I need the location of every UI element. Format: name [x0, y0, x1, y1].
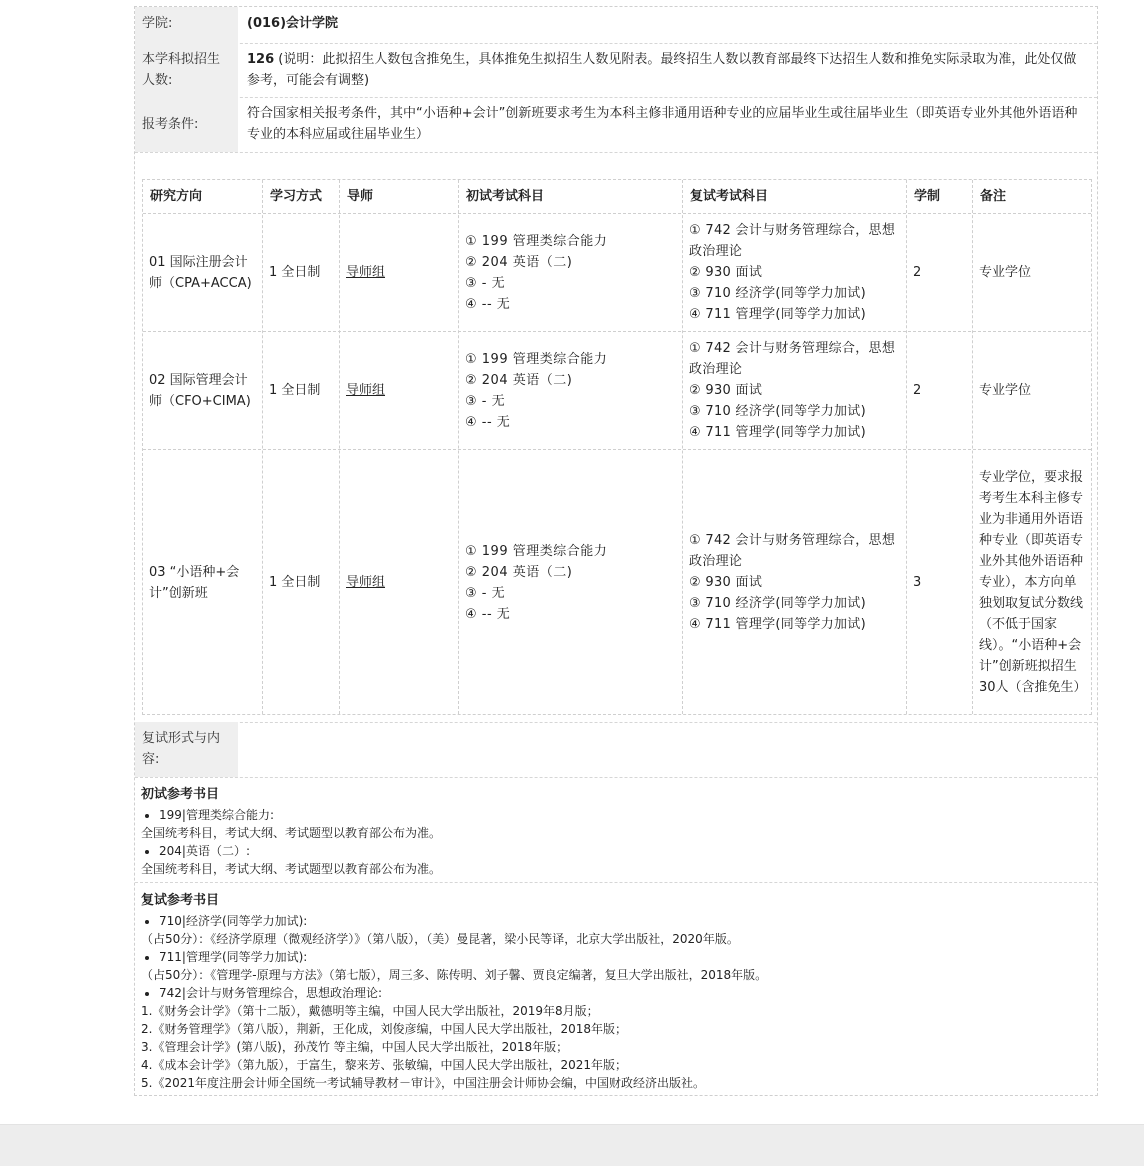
- prelim-subject: ② 204 英语（二): [465, 254, 573, 270]
- retest-book-line: 5.《2021年度注册会计师全国统一考试辅导教材－审计》，中国注册会计师协会编，中国财政经济出版社。: [141, 1076, 705, 1090]
- row1-direction-cell: [143, 214, 262, 331]
- prelim-subject: ③ - 无: [465, 585, 506, 601]
- row1-note-cell: [973, 214, 1092, 331]
- header-direction: 研究方向: [150, 189, 203, 204]
- advisor-group-link[interactable]: 导师组: [346, 265, 386, 280]
- row2-prelim-cell: [459, 332, 682, 449]
- row3-retest-cell: [683, 450, 906, 715]
- retest-subject: ② 930 面试: [689, 383, 763, 398]
- row3-mode-cell: [263, 450, 339, 715]
- retest-subject: ② 930 面试: [689, 575, 763, 590]
- conditions-row: [135, 97, 1097, 153]
- retest-books-title: 复试参考书目: [141, 893, 220, 908]
- prelim-books-title: 初试参考书目: [141, 787, 220, 802]
- retest-book-item-head: • 711|管理学(同等学力加试):: [159, 948, 1091, 966]
- row2-years-cell: [907, 332, 972, 449]
- retest-book-line: 3.《管理会计学》(第八版)，孙茂竹 等主编，中国人民大学出版社，2018年版；: [141, 1040, 569, 1054]
- row1-mode-cell: [263, 214, 339, 331]
- prelim-book-item-body: 全国统考科目，考试大纲、考试题型以教育部公布为准。: [141, 826, 442, 840]
- row2-advisor-cell: [340, 332, 458, 449]
- prelim-subject: ① 199 管理类综合能力: [465, 351, 608, 367]
- row1-years-cell: [907, 214, 972, 331]
- row2-note: 专业学位: [979, 383, 1032, 398]
- retest-book-item-head: • 710|经济学(同等学力加试):: [159, 912, 1091, 930]
- prelim-subject: ④ -- 无: [465, 296, 511, 312]
- retest-books-section: [135, 884, 1097, 1094]
- quota-label: 本学科拟招生人数:: [135, 43, 238, 97]
- header-advisor: 导师: [347, 189, 374, 204]
- row3-advisor-cell: [340, 450, 458, 715]
- row3-years: 3: [913, 575, 922, 590]
- advisor-group-link[interactable]: 导师组: [346, 383, 386, 398]
- prelim-subject: ① 199 管理类综合能力: [465, 233, 608, 249]
- dept-value: (016)会计学院: [247, 16, 339, 31]
- retest-subject: ① 742 会计与财务管理综合，思想政治理论: [689, 341, 896, 377]
- retest-book-item-head: • 742|会计与财务管理综合，思想政治理论:: [159, 984, 1091, 1002]
- dept-label: 学院:: [135, 7, 238, 43]
- prelim-book-item-head: • 204|英语（二）:: [159, 842, 1091, 860]
- row3-prelim-cell: [459, 450, 682, 715]
- retest-subject: ④ 711 管理学(同等学力加试): [689, 425, 866, 440]
- row2-years: 2: [913, 383, 922, 398]
- quota-value: [239, 43, 1097, 97]
- quota-note: (说明：此拟招生人数包含推免生，具体推免生拟招生人数见附表。最终招生人数以教育部最终下达招生人数和推免实际录取为准，此处仅做参考，可能会有调整): [247, 52, 1077, 88]
- advisor-group-link[interactable]: 导师组: [346, 575, 386, 590]
- prelim-subject: ② 204 英语（二): [465, 372, 573, 388]
- header-note: 备注: [980, 189, 1007, 204]
- quota-row: [135, 43, 1097, 98]
- row2-mode: 1 全日制: [269, 383, 321, 398]
- quota-number: 126: [247, 52, 275, 67]
- retest-form-label: 复试形式与内容:: [135, 722, 238, 777]
- retest-book-line: 4.《成本会计学》（第九版），于富生，黎来芳、张敏编，中国人民大学出版社，2021年版；: [141, 1058, 627, 1072]
- retest-book-line: （占50分）：《经济学原理（微观经济学）》（第八版），（美）曼昆著，梁小民等译，北京大学出版社，2020年版。: [141, 932, 739, 946]
- row2-retest-cell: [683, 332, 906, 449]
- row2-direction-cell: [143, 332, 262, 449]
- header-mode: 学习方式: [270, 189, 323, 204]
- row1-note: 专业学位: [979, 265, 1032, 280]
- row3-mode: 1 全日制: [269, 575, 321, 590]
- prelim-books-section: [135, 778, 1097, 883]
- row1-years: 2: [913, 265, 922, 280]
- page-footer-bar: [0, 1124, 1144, 1166]
- row3-note: 专业学位，要求报考考生本科主修专业为非通用外语语种专业（即英语专业外其他外语语种专业），本方向单独划取复试分数线（不低于国家线）。“小语种+会计”创新班拟招生30人（含推免生）: [979, 470, 1087, 695]
- retest-subject: ③ 710 经济学(同等学力加试): [689, 404, 866, 419]
- row1-retest-cell: [683, 214, 906, 331]
- row2-note-cell: [973, 332, 1092, 449]
- prelim-subject: ③ - 无: [465, 393, 506, 409]
- retest-subject: ① 742 会计与财务管理综合，思想政治理论: [689, 223, 896, 259]
- row1-direction: 01 国际注册会计师（CPA+ACCA): [149, 254, 252, 291]
- header-years: 学制: [914, 189, 941, 204]
- prelim-book-item-body: 全国统考科目，考试大纲、考试题型以教育部公布为准。: [141, 862, 442, 876]
- row3-years-cell: [907, 450, 972, 715]
- row2-mode-cell: [263, 332, 339, 449]
- retest-book-line: 1.《财务会计学》（第十二版），戴德明等主编，中国人民大学出版社，2019年8月版；: [141, 1004, 599, 1018]
- row3-direction: 03 “小语种+会计”创新班: [149, 564, 240, 601]
- retest-form-row: [135, 722, 1097, 778]
- header-prelim: 初试考试科目: [466, 189, 545, 204]
- prelim-subject: ② 204 英语（二): [465, 564, 573, 580]
- row3-direction-cell: [143, 450, 262, 715]
- prelim-subject: ④ -- 无: [465, 414, 511, 430]
- retest-subject: ③ 710 经济学(同等学力加试): [689, 286, 866, 301]
- row3-note-cell: [973, 450, 1092, 715]
- retest-subject: ④ 711 管理学(同等学力加试): [689, 617, 866, 632]
- prelim-subject: ④ -- 无: [465, 606, 511, 622]
- retest-book-line: （占50分）：《管理学-原理与方法》（第七版），周三多、陈传明、刘子馨、贾良定编著，复旦大学出版社，2018年版。: [141, 968, 768, 982]
- retest-subject: ③ 710 经济学(同等学力加试): [689, 596, 866, 611]
- table-header: [143, 180, 1091, 214]
- row2-direction: 02 国际管理会计师（CFO+CIMA): [149, 372, 251, 409]
- dept-row: [135, 7, 1097, 44]
- row1-advisor-cell: [340, 214, 458, 331]
- conditions-value: 符合国家相关报考条件，其中“小语种+会计”创新班要求考生为本科主修非通用语种专业的应届毕业生或往届毕业生（即英语专业外其他外语语种专业的本科应届或往届毕业生）: [247, 106, 1078, 142]
- prelim-subject: ① 199 管理类综合能力: [465, 543, 608, 559]
- directions-table: [142, 179, 1092, 715]
- retest-form-value: [239, 722, 1097, 777]
- row1-mode: 1 全日制: [269, 265, 321, 280]
- header-retest: 复试考试科目: [690, 189, 769, 204]
- prelim-subject: ③ - 无: [465, 275, 506, 291]
- conditions-label: 报考条件:: [135, 97, 238, 152]
- retest-subject: ② 930 面试: [689, 265, 763, 280]
- prelim-book-item-head: • 199|管理类综合能力:: [159, 806, 1091, 824]
- retest-subject: ④ 711 管理学(同等学力加试): [689, 307, 866, 322]
- row1-prelim-cell: [459, 214, 682, 331]
- retest-book-line: 2.《财务管理学》（第八版），荆新，王化成，刘俊彦编，中国人民大学出版社，2018年版；: [141, 1022, 627, 1036]
- retest-subject: ① 742 会计与财务管理综合，思想政治理论: [689, 533, 896, 569]
